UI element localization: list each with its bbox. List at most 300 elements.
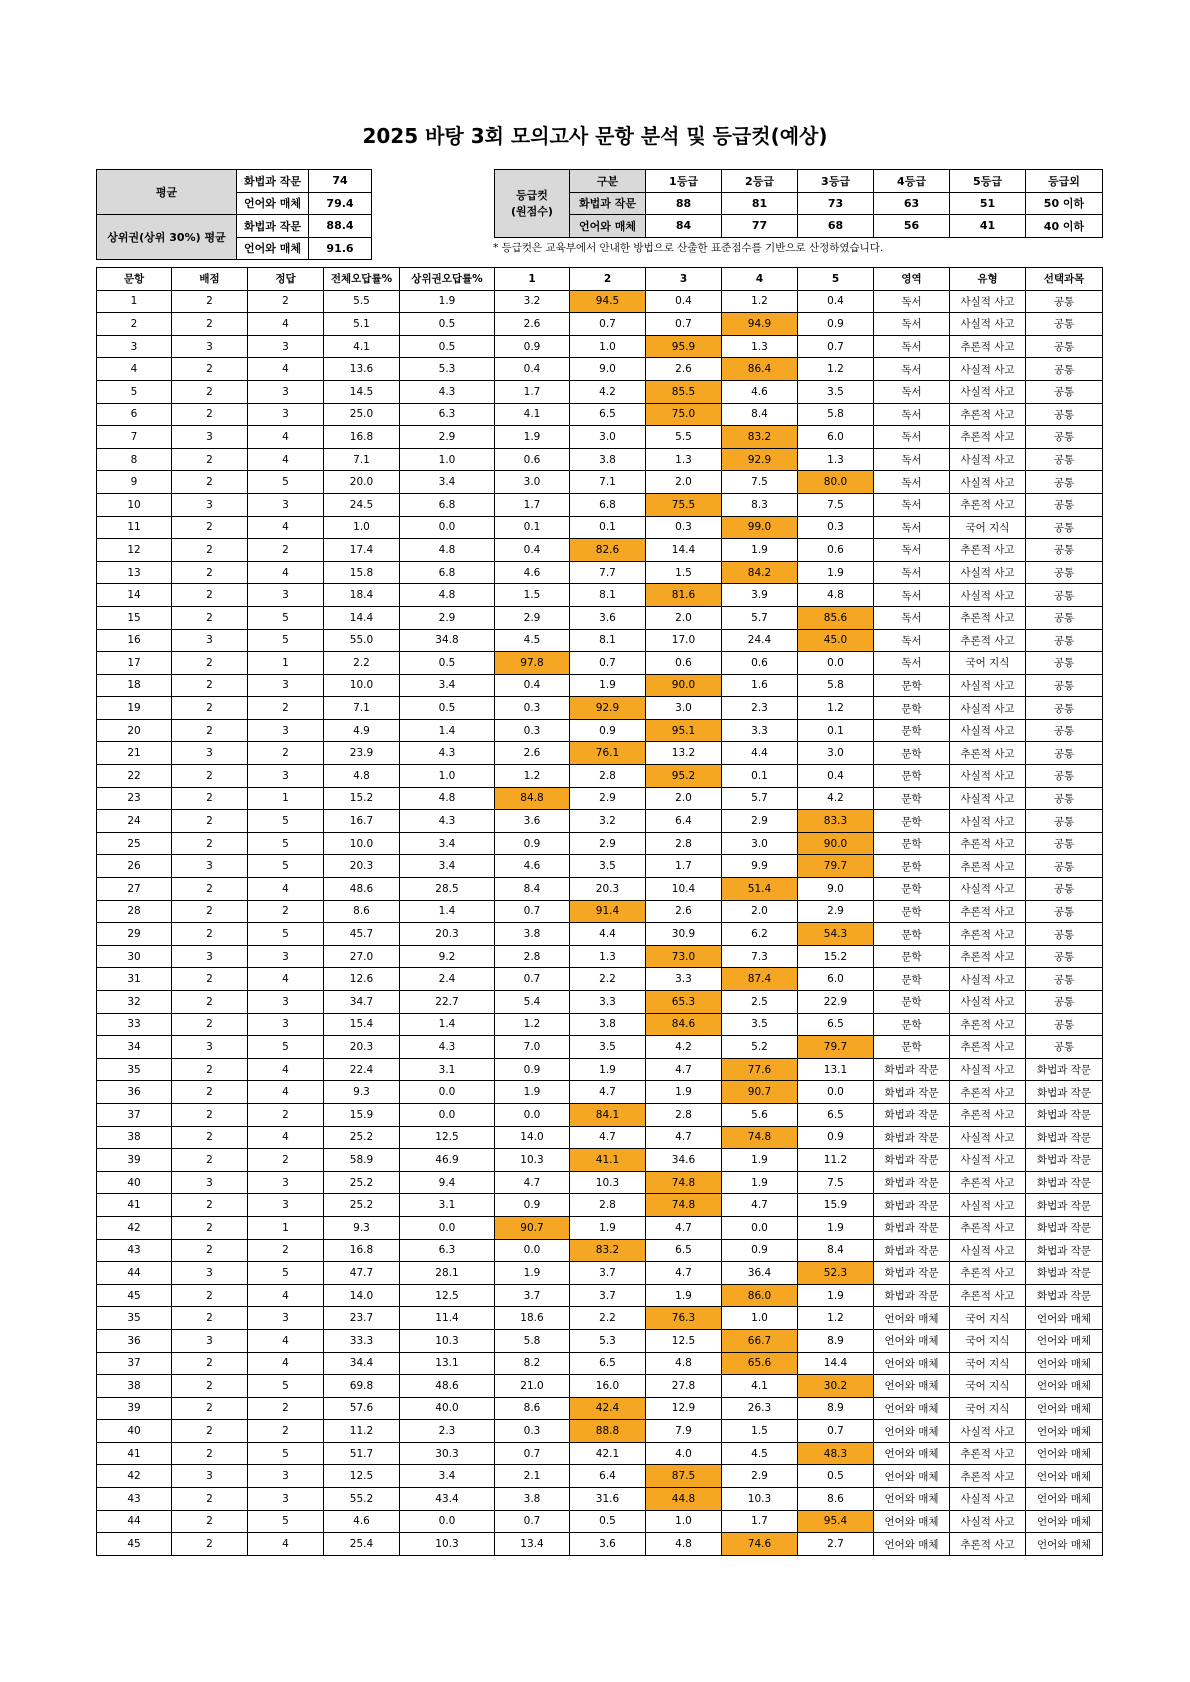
table-cell: 0.5 [400,652,495,675]
choice-rate-cell: 74.8 [646,1171,722,1194]
choice-rate-cell: 2.9 [798,900,874,923]
choice-rate-cell: 8.4 [722,403,798,426]
table-cell: 4 [248,1533,324,1556]
choice-rate-cell: 0.7 [798,335,874,358]
table-cell: 사실적 사고 [950,380,1026,403]
table-cell: 0.5 [400,313,495,336]
table-row [97,1058,1103,1081]
table-cell: 공통 [1026,493,1103,516]
choice-rate-cell: 51.4 [722,878,798,901]
table-cell: 언어와 매체 [874,1420,950,1443]
choice-rate-cell: 99.0 [722,516,798,539]
choice-rate-cell: 1.9 [646,1284,722,1307]
table-cell: 2 [172,1307,248,1330]
table-cell: 43 [97,1239,172,1262]
table-cell: 공통 [1026,855,1103,878]
column-header: 영역 [874,268,950,291]
choice-rate-cell: 36.4 [722,1262,798,1285]
table-cell: 2 [172,765,248,788]
choice-rate-cell: 1.2 [798,697,874,720]
table-cell: 4.8 [400,787,495,810]
choice-rate-cell: 0.9 [798,1126,874,1149]
table-cell: 언어와 매체 [874,1375,950,1398]
table-cell: 4.6 [324,1510,400,1533]
table-cell: 언어와 매체 [874,1442,950,1465]
table-cell: 42 [97,1216,172,1239]
table-row [97,742,1103,765]
choice-rate-cell: 9.0 [798,878,874,901]
table-cell: 사실적 사고 [950,290,1026,313]
choice-rate-cell: 1.9 [495,426,570,449]
table-cell: 공통 [1026,335,1103,358]
table-row [97,1036,1103,1059]
table-cell: 화법과 작문 [874,1103,950,1126]
table-cell: 독서 [874,403,950,426]
table-cell: 언어와 매체 [1026,1375,1103,1398]
choice-rate-cell: 95.2 [646,765,722,788]
table-cell: 언어와 매체 [874,1510,950,1533]
choice-rate-cell: 24.4 [722,629,798,652]
table-cell: 12.5 [400,1284,495,1307]
table-row [97,335,1103,358]
table-cell: 사실적 사고 [950,1126,1026,1149]
table-cell: 사실적 사고 [950,448,1026,471]
table-cell: 23 [97,787,172,810]
grade-cut-label-line1: 등급컷 [516,189,548,203]
choice-rate-cell: 10.3 [722,1488,798,1511]
choice-rate-cell: 4.8 [646,1352,722,1375]
table-cell: 3 [248,719,324,742]
table-cell: 9.3 [324,1216,400,1239]
table-cell: 3.4 [400,471,495,494]
table-cell: 언어와 매체 [874,1307,950,1330]
table-cell: 2 [248,1149,324,1172]
table-cell: 22.4 [324,1058,400,1081]
choice-rate-cell: 12.9 [646,1397,722,1420]
choice-rate-cell: 1.2 [722,290,798,313]
table-cell: 3 [172,426,248,449]
table-cell: 공통 [1026,471,1103,494]
table-cell: 추론적 사고 [950,629,1026,652]
table-cell: 16.8 [324,1239,400,1262]
table-cell: 독서 [874,380,950,403]
table-cell: 언어와 매체 [1026,1352,1103,1375]
table-cell: 문학 [874,991,950,1014]
table-cell: 2 [172,1352,248,1375]
table-cell: 55.0 [324,629,400,652]
table-cell: 추론적 사고 [950,742,1026,765]
choice-rate-cell: 10.3 [570,1171,646,1194]
choice-rate-cell: 0.7 [495,1442,570,1465]
table-cell: 사실적 사고 [950,313,1026,336]
table-cell: 39 [97,1149,172,1172]
table-cell: 10 [97,493,172,516]
table-cell: 33.3 [324,1329,400,1352]
table-cell: 3.1 [400,1194,495,1217]
choice-rate-cell: 6.5 [570,1352,646,1375]
table-cell: 사실적 사고 [950,1194,1026,1217]
choice-rate-cell: 1.5 [495,584,570,607]
table-cell: 37 [97,1103,172,1126]
column-header: 상위권오답률% [400,268,495,291]
table-cell: 40 [97,1420,172,1443]
table-cell: 화법과 작문 [874,1126,950,1149]
choice-rate-cell: 3.5 [798,380,874,403]
choice-rate-cell: 7.9 [646,1420,722,1443]
table-row [97,290,1103,313]
choice-rate-cell: 4.7 [646,1262,722,1285]
table-cell: 3 [248,991,324,1014]
table-cell: 40.0 [400,1397,495,1420]
table-cell: 3.4 [400,1465,495,1488]
table-cell: 9.4 [400,1171,495,1194]
table-cell: 사실적 사고 [950,1149,1026,1172]
table-cell: 사실적 사고 [950,674,1026,697]
choice-rate-cell: 14.0 [495,1126,570,1149]
table-cell: 28.5 [400,878,495,901]
table-cell: 35 [97,1058,172,1081]
table-cell: 3 [248,493,324,516]
choice-rate-cell: 20.3 [570,878,646,901]
table-cell: 21 [97,742,172,765]
choice-rate-cell: 4.4 [722,742,798,765]
table-cell: 11 [97,516,172,539]
table-cell: 2 [172,1081,248,1104]
choice-rate-cell: 10.4 [646,878,722,901]
table-cell: 23.7 [324,1307,400,1330]
choice-rate-cell: 4.2 [798,787,874,810]
table-cell: 3 [248,335,324,358]
choice-rate-cell: 14.4 [798,1352,874,1375]
choice-rate-cell: 4.7 [570,1081,646,1104]
table-cell: 5 [248,810,324,833]
choice-rate-cell: 95.4 [798,1510,874,1533]
column-header: 선택과목 [1026,268,1103,291]
choice-rate-cell: 0.6 [495,448,570,471]
choice-rate-cell: 74.8 [646,1194,722,1217]
table-cell: 2 [172,878,248,901]
table-cell: 7.1 [324,697,400,720]
table-cell: 화법과 작문 [874,1284,950,1307]
table-cell: 공통 [1026,878,1103,901]
table-cell: 69.8 [324,1375,400,1398]
table-row [97,1171,1103,1194]
table-cell: 2 [172,1058,248,1081]
table-cell: 2 [248,290,324,313]
table-cell: 4 [248,1352,324,1375]
table-cell: 2 [248,1239,324,1262]
table-cell: 10.0 [324,674,400,697]
choice-rate-cell: 0.3 [495,1420,570,1443]
cut-score-cell: 56 [874,215,950,238]
column-header: 1 [495,268,570,291]
table-cell: 언어와 매체 [1026,1307,1103,1330]
table-cell: 국어 지식 [950,1375,1026,1398]
table-cell: 문학 [874,1036,950,1059]
table-cell: 17 [97,652,172,675]
choice-rate-cell: 88.8 [570,1420,646,1443]
choice-rate-cell: 6.5 [646,1239,722,1262]
table-cell: 언어와 매체 [1026,1397,1103,1420]
choice-rate-cell: 1.2 [798,1307,874,1330]
choice-rate-cell: 2.8 [646,832,722,855]
table-cell: 23.9 [324,742,400,765]
column-header: 유형 [950,268,1026,291]
table-cell: 39 [97,1397,172,1420]
choice-rate-cell: 7.1 [570,471,646,494]
choice-rate-cell: 0.4 [798,290,874,313]
table-cell: 2 [172,1442,248,1465]
table-cell: 사실적 사고 [950,697,1026,720]
table-cell: 2 [248,1420,324,1443]
choice-rate-cell: 86.0 [722,1284,798,1307]
table-cell: 5.3 [400,358,495,381]
table-cell: 언어와 매체 [1026,1329,1103,1352]
table-cell: 독서 [874,313,950,336]
table-row [97,765,1103,788]
choice-rate-cell: 81.6 [646,584,722,607]
table-cell: 3 [172,493,248,516]
table-cell: 57.6 [324,1397,400,1420]
table-cell: 추론적 사고 [950,335,1026,358]
table-cell: 문학 [874,923,950,946]
table-cell: 사실적 사고 [950,991,1026,1014]
table-cell: 공통 [1026,313,1103,336]
table-cell: 5 [248,606,324,629]
table-cell: 2 [248,900,324,923]
table-row [97,1239,1103,1262]
choice-rate-cell: 2.0 [646,471,722,494]
table-cell: 43 [97,1488,172,1511]
table-cell: 36 [97,1081,172,1104]
table-row [97,787,1103,810]
choice-rate-cell: 4.1 [722,1375,798,1398]
table-cell: 3 [248,380,324,403]
table-cell: 독서 [874,606,950,629]
table-cell: 추론적 사고 [950,945,1026,968]
choice-rate-cell: 2.6 [646,358,722,381]
table-row [97,652,1103,675]
choice-rate-cell: 2.9 [570,832,646,855]
choice-rate-cell: 4.7 [722,1194,798,1217]
table-cell: 55.2 [324,1488,400,1511]
table-cell: 문학 [874,855,950,878]
table-cell: 3 [172,335,248,358]
table-cell: 2 [172,539,248,562]
table-row [495,192,1103,215]
table-cell: 25 [97,832,172,855]
choice-rate-cell: 1.2 [495,1013,570,1036]
table-cell: 2 [172,1510,248,1533]
table-cell: 문학 [874,1013,950,1036]
table-cell: 2 [172,1533,248,1556]
table-cell: 5 [248,855,324,878]
grade-cut-label-line2: (원점수) [511,205,553,219]
table-row [97,629,1103,652]
table-cell: 45 [97,1533,172,1556]
choice-rate-cell: 8.6 [495,1397,570,1420]
choice-rate-cell: 41.1 [570,1149,646,1172]
table-cell: 6.3 [400,1239,495,1262]
table-cell: 38 [97,1375,172,1398]
table-row [97,1420,1103,1443]
table-cell: 독서 [874,516,950,539]
choice-rate-cell: 15.9 [798,1194,874,1217]
table-row [97,1149,1103,1172]
table-cell: 33 [97,1013,172,1036]
column-header: 3 [646,268,722,291]
table-cell: 2 [172,1103,248,1126]
choice-rate-cell: 90.0 [646,674,722,697]
table-cell: 4.8 [324,765,400,788]
table-cell: 48.6 [400,1375,495,1398]
table-cell: 공통 [1026,606,1103,629]
choice-rate-cell: 42.4 [570,1397,646,1420]
score-cell: 91.6 [309,237,372,260]
table-cell: 2.3 [400,1420,495,1443]
table-cell: 12 [97,539,172,562]
choice-rate-cell: 13.1 [798,1058,874,1081]
choice-rate-cell: 0.4 [646,290,722,313]
table-cell: 58.9 [324,1149,400,1172]
cut-score-cell: 63 [874,192,950,215]
table-cell: 5 [248,1375,324,1398]
choice-rate-cell: 6.8 [570,493,646,516]
table-cell: 공통 [1026,1036,1103,1059]
choice-rate-cell: 4.0 [646,1442,722,1465]
choice-rate-cell: 1.9 [570,1058,646,1081]
choice-rate-cell: 79.7 [798,1036,874,1059]
table-cell: 3 [248,1488,324,1511]
choice-rate-cell: 2.2 [570,968,646,991]
choice-rate-cell: 95.1 [646,719,722,742]
table-cell: 2 [248,1397,324,1420]
choice-rate-cell: 0.7 [798,1420,874,1443]
table-cell: 공통 [1026,923,1103,946]
table-row [97,1329,1103,1352]
score-cell: 88.4 [309,215,372,238]
choice-rate-cell: 0.7 [495,968,570,991]
column-header: 5 [798,268,874,291]
table-cell: 공통 [1026,584,1103,607]
table-cell: 화법과 작문 [1026,1081,1103,1104]
table-cell: 37 [97,1352,172,1375]
table-cell: 3 [172,855,248,878]
table-cell: 2 [97,313,172,336]
choice-rate-cell: 0.1 [495,516,570,539]
table-cell: 화법과 작문 [874,1058,950,1081]
choice-rate-cell: 3.5 [570,855,646,878]
choice-rate-cell: 4.6 [495,855,570,878]
table-cell: 5.1 [324,313,400,336]
table-cell: 사실적 사고 [950,765,1026,788]
choice-rate-cell: 2.5 [722,991,798,1014]
table-cell: 3 [248,674,324,697]
column-header: 1등급 [646,170,722,193]
table-cell: 4 [248,1081,324,1104]
table-cell: 국어 지식 [950,1352,1026,1375]
table-cell: 사실적 사고 [950,1488,1026,1511]
choice-rate-cell: 1.9 [570,1216,646,1239]
choice-rate-cell: 3.7 [570,1262,646,1285]
table-cell: 독서 [874,471,950,494]
table-cell: 2 [172,1216,248,1239]
choice-rate-cell: 0.9 [495,1058,570,1081]
choice-rate-cell: 85.5 [646,380,722,403]
choice-rate-cell: 3.8 [495,923,570,946]
table-cell: 2 [172,900,248,923]
choice-rate-cell: 2.1 [495,1465,570,1488]
table-cell: 국어 지식 [950,652,1026,675]
choice-rate-cell: 8.3 [722,493,798,516]
choice-rate-cell: 3.8 [495,1488,570,1511]
table-cell: 1 [248,1216,324,1239]
choice-rate-cell: 4.7 [646,1216,722,1239]
table-cell: 3 [248,945,324,968]
choice-rate-cell: 0.1 [570,516,646,539]
table-cell: 16 [97,629,172,652]
table-cell: 20.3 [324,855,400,878]
table-cell: 28.1 [400,1262,495,1285]
table-cell: 추론적 사고 [950,1216,1026,1239]
table-cell: 2 [172,697,248,720]
table-cell: 화법과 작문 [874,1216,950,1239]
table-cell: 추론적 사고 [950,1013,1026,1036]
table-cell: 25.2 [324,1171,400,1194]
table-cell: 추론적 사고 [950,1262,1026,1285]
choice-rate-cell: 76.3 [646,1307,722,1330]
table-cell: 언어와 매체 [874,1352,950,1375]
table-cell: 2 [172,403,248,426]
table-cell: 15 [97,606,172,629]
table-cell: 34.4 [324,1352,400,1375]
table-cell: 3 [172,1262,248,1285]
table-cell: 4 [248,1058,324,1081]
choice-rate-cell: 83.2 [722,426,798,449]
table-cell: 2 [248,742,324,765]
table-cell: 화법과 작문 [874,1081,950,1104]
table-cell: 2 [172,719,248,742]
column-header: 5등급 [950,170,1026,193]
table-cell: 공통 [1026,403,1103,426]
table-row [97,493,1103,516]
table-cell: 1.0 [400,765,495,788]
table-cell: 42 [97,1465,172,1488]
choice-rate-cell: 1.9 [722,1149,798,1172]
table-cell: 국어 지식 [950,1329,1026,1352]
table-cell: 공통 [1026,539,1103,562]
choice-rate-cell: 0.6 [646,652,722,675]
choice-rate-cell: 3.0 [570,426,646,449]
table-cell: 44 [97,1510,172,1533]
choice-rate-cell: 1.9 [495,1081,570,1104]
table-cell: 화법과 작문 [1026,1284,1103,1307]
top-average-label: 상위권(상위 30%) 평균 [97,215,237,260]
choice-rate-cell: 5.8 [798,674,874,697]
table-row [97,313,1103,336]
table-row [97,1013,1103,1036]
table-cell: 사실적 사고 [950,878,1026,901]
table-cell: 25.2 [324,1126,400,1149]
table-cell: 추론적 사고 [950,1284,1026,1307]
choice-rate-cell: 2.8 [570,765,646,788]
choice-rate-cell: 2.3 [722,697,798,720]
table-cell: 4 [248,358,324,381]
table-cell: 31 [97,968,172,991]
choice-rate-cell: 2.6 [495,742,570,765]
table-cell: 사실적 사고 [950,810,1026,833]
table-cell: 12.6 [324,968,400,991]
